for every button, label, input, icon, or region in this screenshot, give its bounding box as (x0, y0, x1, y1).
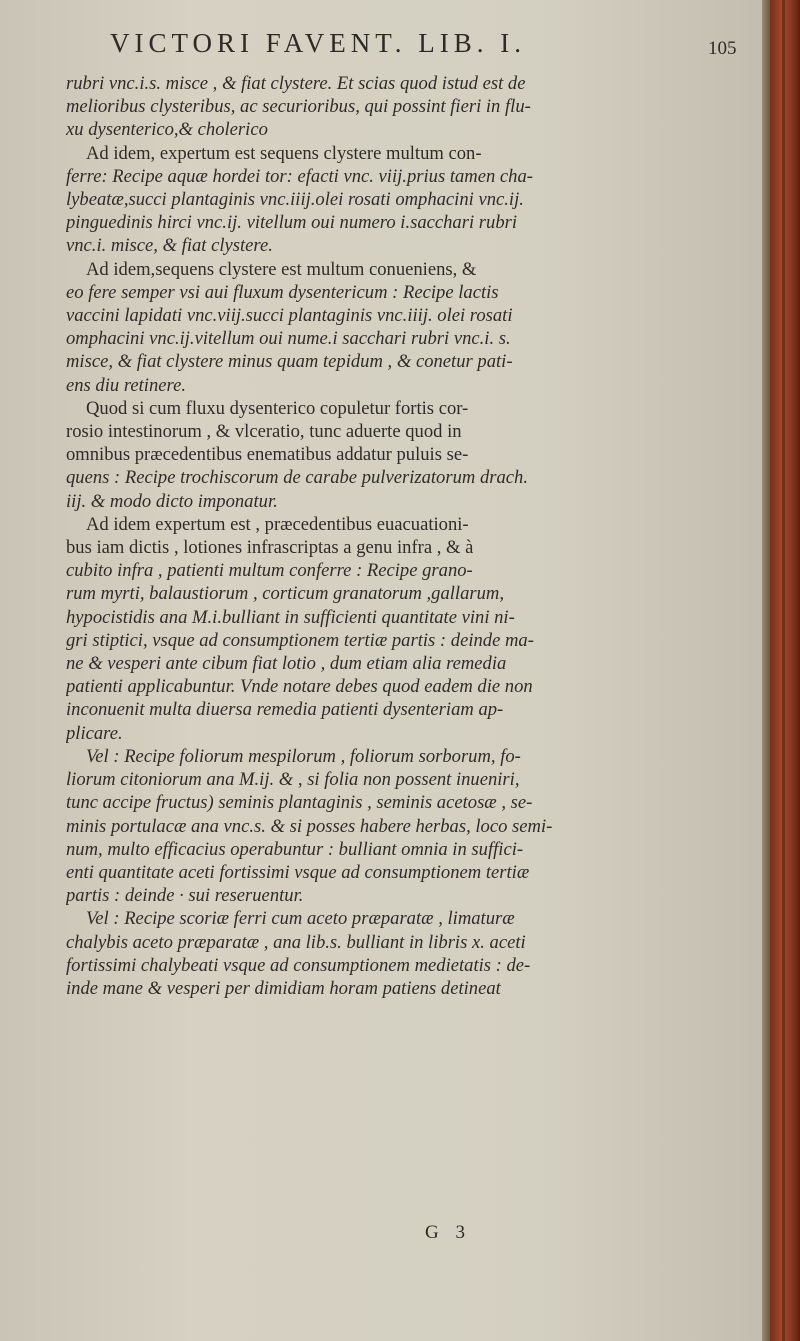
text-line: patienti applicabuntur. Vnde notare debes quod eadem die non (66, 676, 533, 698)
text-line: eo fere semper vsi aui fluxum dysentericum : Recipe lactis (66, 281, 499, 303)
text-line: misce, & fiat clystere minus quam tepidum , & conetur pati- (66, 351, 513, 373)
text-line: Vel : Recipe foliorum mespilorum , foliorum sorborum, fo- (86, 745, 521, 767)
text-line: partis : deinde · sui reseruentur. (66, 885, 304, 907)
page-number: 105 (708, 38, 737, 59)
text-line: omnibus præcedentibus enematibus addatur puluis se- (66, 444, 469, 466)
running-title: VICTORI FAVENT. LIB. I. (110, 28, 526, 58)
page-header (0, 28, 770, 68)
text-line: rum myrti, balaustiorum , corticum granatorum ,gallarum, (66, 583, 504, 605)
text-line: iij. & modo dicto imponatur. (66, 490, 278, 512)
text-line: pinguedinis hirci vnc.ij. vitellum oui numero i.sacchari rubri (66, 212, 518, 234)
text-line: melioribus clysteribus, ac securioribus, qui possint fieri in flu- (66, 96, 531, 118)
text-line: liorum citoniorum ana M.ij. & , si folia non possent inueniri, (66, 769, 520, 791)
text-line: chalybis aceto præparatæ , ana lib.s. bulliant in libris x. aceti (66, 931, 526, 953)
text-line: omphacini vnc.ij.vitellum oui nume.i sacchari rubri vnc.i. s. (66, 328, 511, 350)
text-line: Vel : Recipe scoriæ ferri cum aceto præparatæ , limaturæ (86, 908, 515, 930)
text-line: tunc accipe fructus) seminis plantaginis , seminis acetosæ , se- (66, 792, 533, 814)
text-line: Ad idem, expertum est sequens clystere multum con- (86, 142, 482, 164)
text-line: hypocistidis ana M.i.bulliant in sufficienti quantitate vini ni- (66, 606, 515, 628)
text-line: ens diu retinere. (66, 374, 186, 396)
text-line: Quod si cum fluxu dysenterico copuletur fortis cor- (86, 397, 469, 419)
text-line: cubito infra , patienti multum conferre : Recipe grano- (66, 560, 473, 582)
text-line: quens : Recipe trochiscorum de carabe pulverizatorum drach. (66, 467, 528, 489)
text-line: Ad idem,sequens clystere est multum conueniens, & (86, 258, 477, 280)
text-line: minis portulacæ ana vnc.s. & si posses habere herbas, loco semi- (66, 815, 553, 837)
text-line: rosio intestinorum , & vlceratio, tunc aduerte quod in (66, 421, 462, 443)
text-line: vnc.i. misce, & fiat clystere. (66, 235, 273, 257)
text-line: plicare. (66, 722, 123, 744)
page-edge (762, 0, 770, 1341)
text-line: inde mane & vesperi per dimidiam horam patiens detineat (66, 977, 501, 999)
text-line: bus iam dictis , lotiones infrascriptas a genu infra , & à (66, 537, 474, 559)
text-line: Ad idem expertum est , præcedentibus euacuationi- (86, 513, 469, 535)
text-line: inconuenit multa diuersa remedia patienti dysenteriam ap- (66, 699, 504, 721)
text-line: ne & vesperi ante cibum fiat lotio , dum etiam alia remedia (66, 653, 507, 675)
text-line: fortissimi chalybeati vsque ad consumptionem medietatis : de- (66, 954, 531, 976)
book-binding (770, 0, 800, 1341)
text-line: vaccini lapidati vnc.viij.succi plantaginis vnc.iiij. olei rosati (66, 305, 513, 327)
text-line: ferre: Recipe aquæ hordei tor: efacti vnc. viij.prius tamen cha- (66, 165, 533, 187)
body-text (66, 72, 756, 1000)
text-line: rubri vnc.i.s. misce , & fiat clystere. Et scias quod istud est de (66, 73, 526, 94)
text-line: gri stiptici, vsque ad consumptionem tertiæ partis : deinde ma- (66, 629, 534, 651)
text-line: lybeatæ,succi plantaginis vnc.iiij.olei rosati omphacini vnc.ij. (66, 189, 524, 211)
text-line: num, multo efficacius operabuntur : bulliant omnia in suffici- (66, 838, 524, 860)
text-line: xu dysenterico,& cholerico (66, 119, 268, 141)
signature-mark: G 3 (425, 1222, 471, 1243)
text-line: enti quantitate aceti fortissimi vsque ad consumptionem tertiæ (66, 861, 530, 883)
binding-stripe (782, 0, 785, 1341)
